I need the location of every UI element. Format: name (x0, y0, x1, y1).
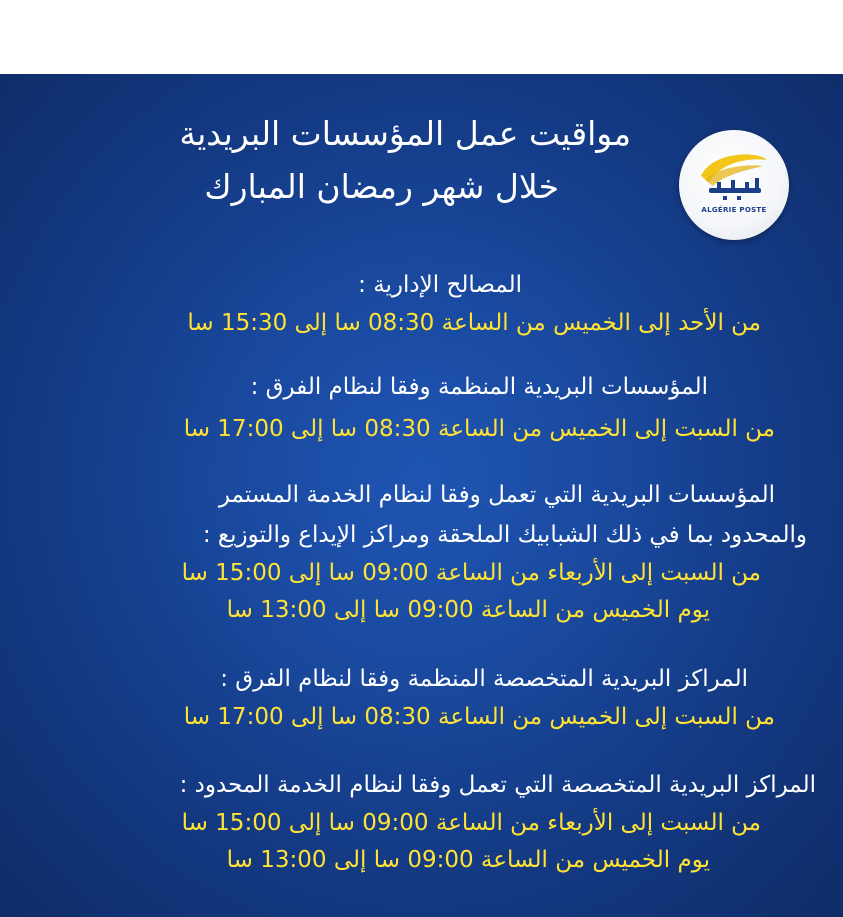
top-white-strip (0, 0, 843, 74)
logo-mark-icon (679, 130, 789, 240)
section-5-hours-1: من السبت إلى الأربعاء من الساعة 09:00 سا إلى 15:00 سا (181, 810, 761, 836)
section-2-heading: المؤسسات البريدية المنظمة وفقا لنظام الفرق : (250, 374, 708, 400)
section-1-heading: المصالح الإدارية : (358, 272, 522, 298)
logo-caption: ALGÉRIE POSTE (701, 206, 767, 214)
section-4-heading: المراكز البريدية المتخصصة المنظمة وفقا لنظام الفرق : (220, 666, 748, 692)
title-line-1: مواقيت عمل المؤسسات البريدية (179, 114, 631, 153)
section-3-hours-2: يوم الخميس من الساعة 09:00 سا إلى 13:00 سا (226, 597, 710, 623)
section-4-hours: من السبت إلى الخميس من الساعة 08:30 سا إلى 17:00 سا (183, 704, 775, 730)
section-5-hours-2: يوم الخميس من الساعة 09:00 سا إلى 13:00 سا (226, 847, 710, 873)
section-3-heading-line-2: والمحدود بما في ذلك الشبابيك الملحقة ومراكز الإيداع والتوزيع : (202, 522, 807, 548)
ramadan-hours-poster (0, 74, 843, 917)
section-3-hours-1: من السبت إلى الأربعاء من الساعة 09:00 سا إلى 15:00 سا (181, 560, 761, 586)
algerie-poste-logo (679, 130, 789, 240)
section-2-hours: من السبت إلى الخميس من الساعة 08:30 سا إلى 17:00 سا (183, 416, 775, 442)
section-3-heading-line-1: المؤسسات البريدية التي تعمل وفقا لنظام الخدمة المستمر (218, 482, 775, 508)
section-5-heading: المراكز البريدية المتخصصة التي تعمل وفقا لنظام الخدمة المحدود : (179, 772, 816, 798)
title-line-2: خلال شهر رمضان المبارك (204, 167, 559, 206)
section-1-hours: من الأحد إلى الخميس من الساعة 08:30 سا إلى 15:30 سا (187, 310, 761, 336)
